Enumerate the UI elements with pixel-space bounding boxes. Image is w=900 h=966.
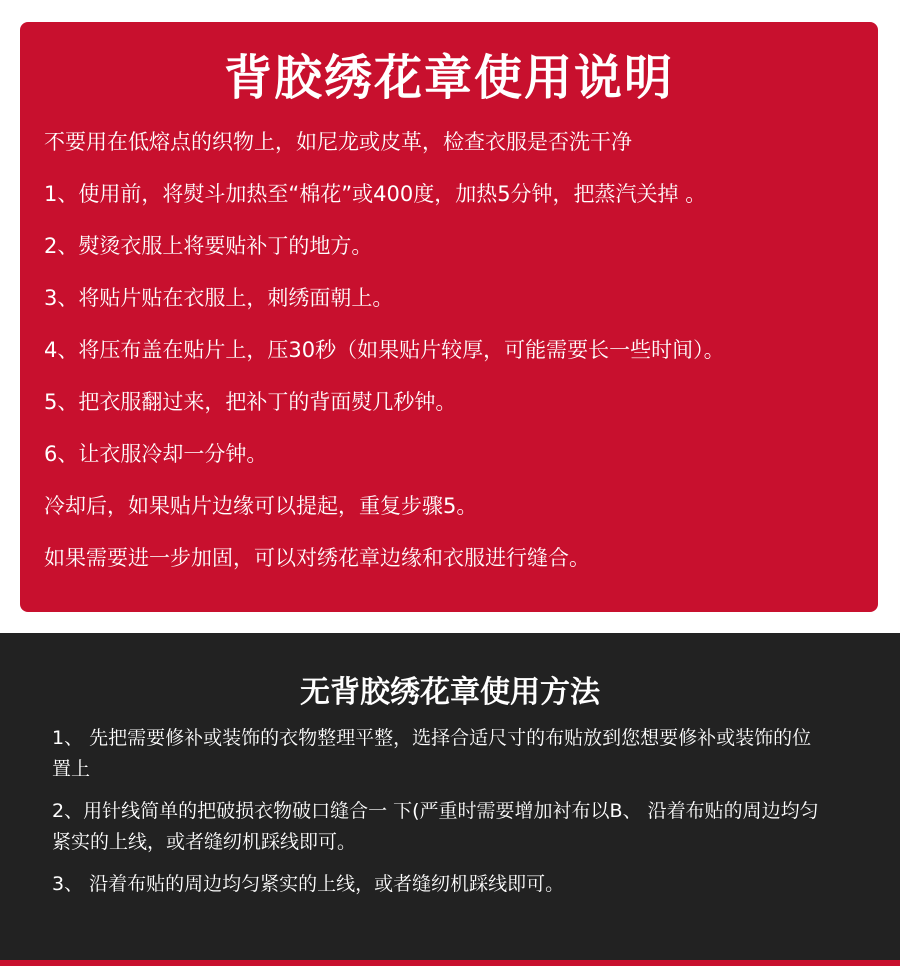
- adhesive-patch-title: 背胶绣花章使用说明: [223, 50, 674, 106]
- method-step-2: 2、用针线简单的把破损衣物破口缝合一 下(严重时需要增加衬布以B、 沿着布贴的周边均匀紧实的上线，或者缝纫机踩线即可。: [52, 800, 819, 853]
- instruction-line-step-2: 2、熨烫衣服上将要贴补丁的地方。: [44, 234, 373, 258]
- instruction-line-step-5: 5、把衣服翻过来，把补丁的背面熨几秒钟。: [44, 390, 457, 414]
- instruction-line-after-cooling: 冷却后，如果贴片边缘可以提起，重复步骤5。: [44, 494, 478, 518]
- non-adhesive-patch-method-section: [0, 633, 900, 966]
- instruction-line-reinforce: 如果需要进一步加固，可以对绣花章边缘和衣服进行缝合。: [44, 546, 590, 570]
- adhesive-patch-instruction-list: [44, 116, 854, 584]
- instruction-line-step-4: 4、将压布盖在贴片上，压30秒（如果贴片较厚，可能需要长一些时间）。: [44, 338, 725, 362]
- instruction-line-step-6: 6、让衣服冷却一分钟。: [44, 442, 268, 466]
- non-adhesive-patch-step-list: [0, 723, 900, 900]
- instruction-line-step-3: 3、将贴片贴在衣服上，刺绣面朝上。: [44, 286, 394, 310]
- instruction-line-step-1: 1、使用前，将熨斗加热至“棉花”或400度，加热5分钟，把蒸汽关掉 。: [44, 182, 707, 206]
- non-adhesive-patch-title: 无背胶绣花章使用方法: [300, 675, 600, 710]
- adhesive-patch-instructions-card: [20, 22, 878, 612]
- method-step-1: 1、 先把需要修补或装饰的衣物整理平整，选择合适尺寸的布贴放到您想要修补或装饰的位置上: [52, 727, 812, 780]
- method-step-3: 3、 沿着布贴的周边均匀紧实的上线，或者缝纫机踩线即可。: [52, 873, 565, 895]
- instruction-line-intro: 不要用在低熔点的织物上，如尼龙或皮革，检查衣服是否洗干净: [44, 130, 632, 154]
- bottom-accent-bar: [0, 960, 900, 966]
